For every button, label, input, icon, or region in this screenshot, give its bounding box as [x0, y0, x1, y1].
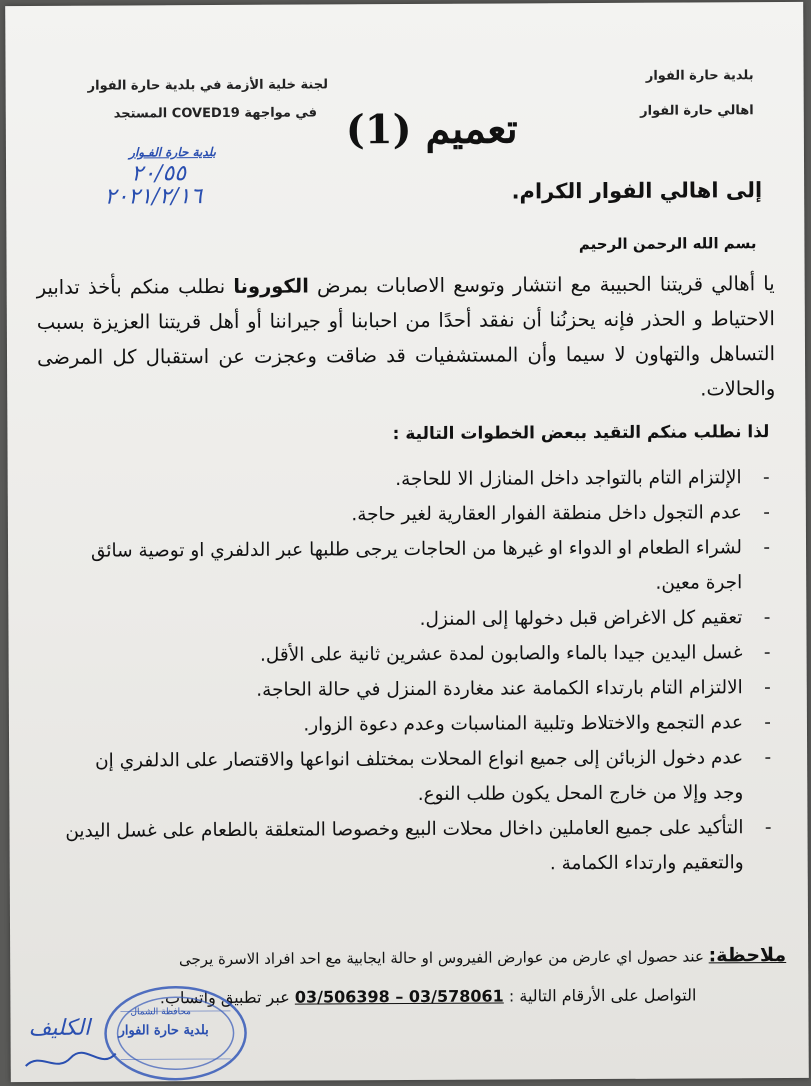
received-stamp	[66, 145, 216, 210]
note-label: ملاحظة:	[708, 944, 787, 967]
stamp-number: ٢٠/٥٥	[131, 161, 187, 187]
instructions-lead: لذا نطلب منكم التقيد ببعض الخطوات التالية :	[392, 422, 770, 445]
basmala: بسم الله الرحمن الرحيم	[578, 234, 757, 254]
stamp-org: بلدية حارة الفـوار	[129, 144, 216, 160]
list-item: - التأكيد على جميع العاملين داخال محلات البيع وخصوصا المتعلقة بالطعام على غسل اليدين والتعقيم وارتداء الكمامة .	[63, 810, 783, 884]
header-residents: اهالي حارة الفوار	[640, 103, 754, 119]
header-crisis-committee: لجنة خلية الأزمة في بلدية حارة الفوار	[87, 77, 328, 94]
seal-line2: بلدية حارة الفوار	[118, 1023, 209, 1039]
header-covid-line: في مواجهة COVED19 المستجد	[113, 105, 318, 122]
list-item: - لشراء الطعام او الدواء او غيرها من الحاجات يرجى طلبها عبر الدلفري او توصية سائق اجرة معين.	[62, 530, 782, 604]
note-line	[179, 944, 786, 969]
instructions-list	[62, 460, 784, 884]
phone-numbers: 03/506398 – 03/578061	[294, 986, 504, 1007]
list-item: - الالتزام التام بارتداء الكمامة عند مغاردة المنزل في حالة الحاجة.	[63, 670, 783, 709]
intro-paragraph	[37, 266, 776, 410]
document-title: تعميم (1)	[345, 105, 518, 154]
list-item: - الإلتزام التام بالتواجد داخل المنازل الا للحاجة.	[62, 460, 782, 499]
paragraph-text-1: يا أهالي قريتنا الحبيبة مع انتشار وتوسع الاصابات بمرض	[308, 272, 775, 298]
note-text: عند حصول اي عارض من عوارض الفيروس او حالة ايجابية مع احد افراد الاسرة يرجى	[178, 947, 704, 969]
signature-scribble	[21, 1045, 141, 1076]
list-item: - عدم دخول الزبائن إلى جميع انواع المحلات بمختلف انواعها والاقتصار على الدلفري إن وجد وإلا من خارج المحل يكون طلب النوع.	[63, 740, 783, 814]
header-municipality: بلدية حارة الفوار	[645, 68, 754, 84]
stamp-date: ٢٠٢١/٢/١٦	[104, 184, 203, 210]
list-item: - عدم التجمع والاختلاط وتلبية المناسبات وعدم دعوة الزوار.	[63, 705, 783, 744]
paragraph-bold: الكورونا	[233, 274, 309, 298]
list-item: - غسل اليدين جيدا بالماء والصابون لمدة عشرين ثانية على الأقل.	[63, 635, 783, 674]
seal-line1: محافظة الشمال	[130, 1007, 191, 1018]
contact-suffix: عبر تطبيق واتساب.	[159, 987, 290, 1008]
signature: الكليف	[28, 1015, 91, 1041]
list-item: - تعقيم كل الاغراض قبل دخولها إلى المنزل.	[62, 600, 782, 639]
document-page	[5, 2, 809, 1082]
paragraph-text-2: نطلب منكم بأخذ تدابير الاحتياط و الحذر فإنه يحزنُنا أن نفقد أحدًا من احبابنا أو جيراننا أو أهل قريتنا العزيزة بسبب التساهل والتهاون لا سيما وأن المستشفيات قد ضاقت وعجزت عن استقبال كل المرضى والحالات.	[36, 274, 776, 401]
greeting: إلى اهالي الفوار الكرام.	[511, 178, 763, 204]
list-item: - عدم التجول داخل منطقة الفوار العقارية لغير حاجة.	[62, 495, 782, 534]
contact-prefix: التواصل على الأرقام التالية :	[508, 985, 697, 1006]
